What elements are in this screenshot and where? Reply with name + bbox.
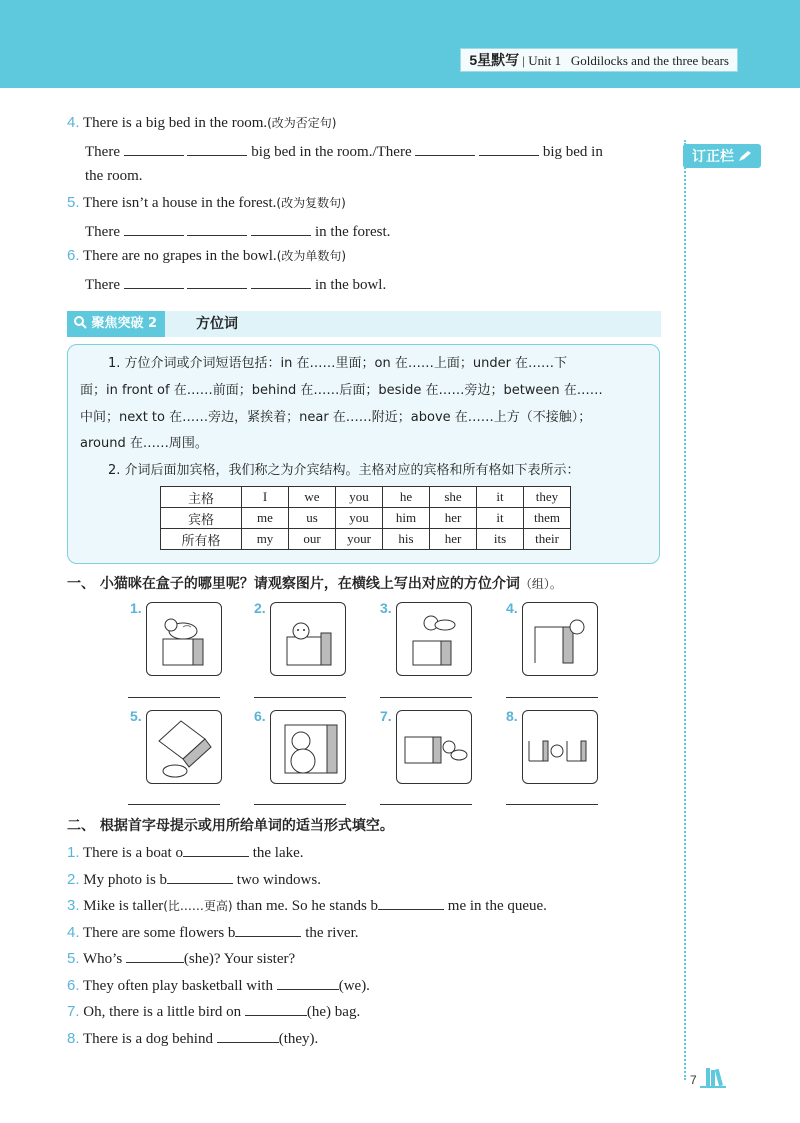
correction-column xyxy=(684,140,762,1080)
q6-answer: There in the bowl. xyxy=(85,274,386,294)
cat-picture-beside xyxy=(396,710,472,784)
cat-picture-between xyxy=(522,710,598,784)
answer-line-5[interactable] xyxy=(128,804,220,805)
correction-title: 订正栏 xyxy=(683,144,761,168)
focus-title: 方位词 xyxy=(196,316,238,332)
header-title: Goldilocks and the three bears xyxy=(570,53,729,68)
fill-item-1: 1. There is a boat o the lake. xyxy=(67,844,304,861)
q4-answer: There big bed in the room./There big bed in xyxy=(85,141,603,161)
note-p1-l1: 1. 方位介词或介词短语包括：in 在……里面；on 在……上面；under 在……下 xyxy=(108,356,568,371)
cat-picture-in-front xyxy=(270,710,346,784)
pencil-icon xyxy=(738,150,752,162)
fill-item-4: 4. There are some flowers b the river. xyxy=(67,924,359,941)
note-p2: 2. 介词后面加宾格，我们称之为介宾结构。主格对应的宾格和所有格如下表所示： xyxy=(108,463,580,478)
cat-picture-behind xyxy=(522,602,598,676)
answer-line-4[interactable] xyxy=(506,697,598,698)
q4-prompt: 4. There is a big bed in the room.(改为否定句) xyxy=(67,114,337,131)
cat-picture-in xyxy=(270,602,346,676)
pic-num-6: 6. xyxy=(254,708,266,724)
section1-title: 一、 小猫咪在盒子的哪里呢？请观察图片，在横线上写出对应的方位介词（组）。 xyxy=(67,576,562,592)
fill-item-5: 5. Who’s (she)? Your sister? xyxy=(67,950,296,967)
pic-num-1: 1. xyxy=(130,600,142,616)
top-band xyxy=(0,0,800,88)
note-p1-l3: 中间；next to 在……旁边，紧挨着；near 在……附近；above 在……上方（不接触）； xyxy=(80,410,592,425)
cat-picture-on xyxy=(146,602,222,676)
answer-line-8[interactable] xyxy=(506,804,598,805)
answer-line-1[interactable] xyxy=(128,697,220,698)
answer-line-2[interactable] xyxy=(254,697,346,698)
pronoun-table xyxy=(160,486,571,550)
fill-item-6: 6. They often play basketball with (we). xyxy=(67,977,370,994)
fill-item-2: 2. My photo is b two windows. xyxy=(67,871,321,888)
q6-prompt: 6. There are no grapes in the bowl.(改为单数句) xyxy=(67,247,347,264)
cat-picture-under xyxy=(146,710,222,784)
answer-line-6[interactable] xyxy=(254,804,346,805)
focus-tag: 聚焦突破 2 xyxy=(67,311,165,337)
header-stars: 5星默写 xyxy=(469,52,520,68)
section2-title: 二、 根据首字母提示或用所给单词的适当形式填空。 xyxy=(67,818,394,834)
magnifier-icon xyxy=(73,315,87,329)
q4-answer-cont: the room. xyxy=(85,168,143,184)
pic-num-2: 2. xyxy=(254,600,266,616)
cat-picture-above xyxy=(396,602,472,676)
pic-num-4: 4. xyxy=(506,600,518,616)
pic-num-7: 7. xyxy=(380,708,392,724)
q5-answer: There in the forest. xyxy=(85,221,390,241)
note-p1-l2: 面；in front of 在……前面；behind 在……后面；beside 在……旁边；between 在…… xyxy=(80,383,603,398)
answer-line-7[interactable] xyxy=(380,804,472,805)
fill-item-8: 8. There is a dog behind (they). xyxy=(67,1030,319,1047)
pic-num-8: 8. xyxy=(506,708,518,724)
header-unit: Unit 1 xyxy=(528,53,562,68)
pic-num-3: 3. xyxy=(380,600,392,616)
header-label: 5星默写 | Unit 1 Goldilocks and the three bears xyxy=(460,48,738,72)
table-row: 主格 I we you he she it they xyxy=(161,487,571,508)
pic-num-5: 5. xyxy=(130,708,142,724)
table-row: 所有格 my our your his her its their xyxy=(161,529,571,550)
answer-line-3[interactable] xyxy=(380,697,472,698)
table-row: 宾格 me us you him her it them xyxy=(161,508,571,529)
books-icon xyxy=(700,1066,726,1088)
page-number: 7 xyxy=(690,1066,726,1088)
note-p1-l4: around 在……周围。 xyxy=(80,436,208,451)
fill-item-7: 7. Oh, there is a little bird on (he) bag. xyxy=(67,1003,361,1020)
q5-prompt: 5. There isn’t a house in the forest.(改为复数句) xyxy=(67,194,346,211)
fill-item-3: 3. Mike is taller(比……更高) than me. So he stands b me in the queue. xyxy=(67,897,547,914)
